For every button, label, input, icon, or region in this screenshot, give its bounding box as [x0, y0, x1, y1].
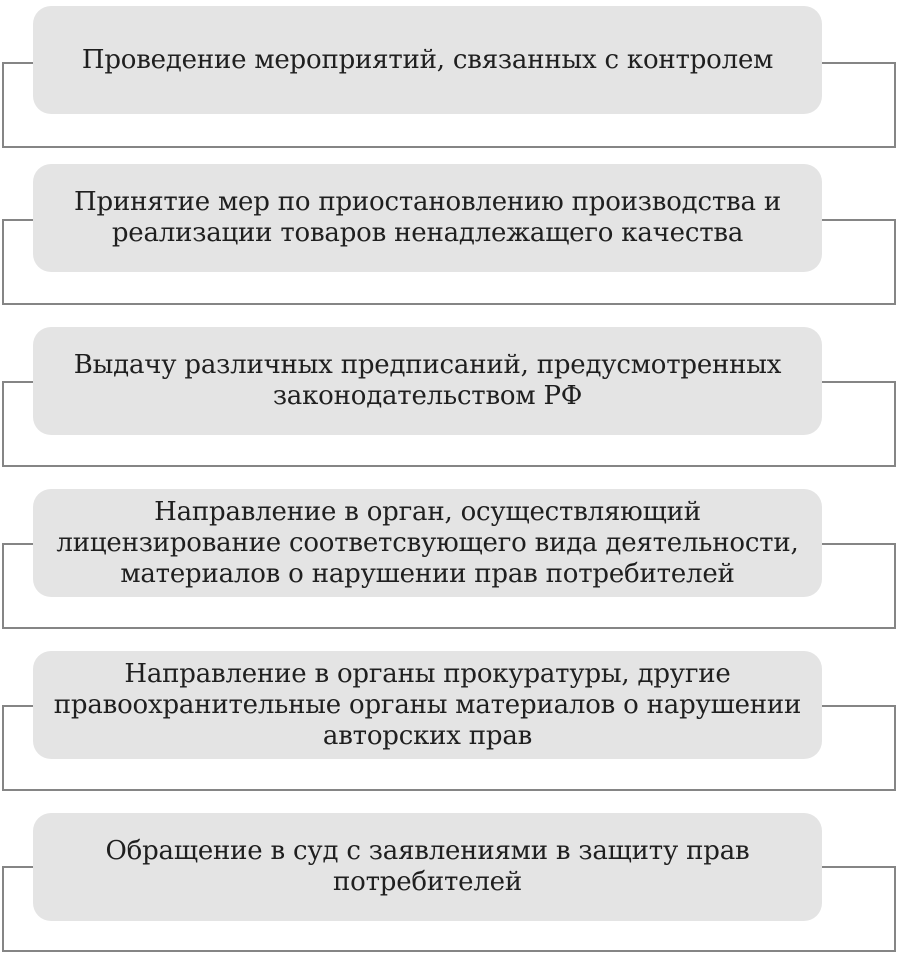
item-box-3 — [33, 327, 822, 435]
connector-stub-right — [820, 62, 896, 64]
connector-stub-right — [820, 705, 896, 707]
item-text-4: Направление в орган, осуществляющий лицензирование соответсвующего вида деятельности, материалов о нарушении прав потребителей — [56, 496, 799, 589]
connector-stub-left — [2, 62, 34, 64]
connector-stub-right — [820, 381, 896, 383]
item-box-1 — [33, 6, 822, 114]
item-text-2: Принятие мер по приостановлению производства и реализации товаров ненадлежащего качества — [74, 187, 781, 248]
item-box-4 — [33, 489, 822, 597]
item-box-2 — [33, 164, 822, 272]
connector-stub-right — [820, 866, 896, 868]
connector-stub-left — [2, 381, 34, 383]
connector-stub-right — [820, 219, 896, 221]
item-box-5 — [33, 651, 822, 759]
item-text-1: Проведение мероприятий, связанных с контролем — [81, 44, 774, 75]
connector-stub-right — [820, 543, 896, 545]
connector-stub-left — [2, 543, 34, 545]
connector-stub-left — [2, 705, 34, 707]
connector-stub-left — [2, 219, 34, 221]
item-text-6: Обращение в суд с заявлениями в защиту прав потребителей — [105, 836, 750, 897]
item-text-3: Выдачу различных предписаний, предусмотренных законодательством РФ — [73, 350, 782, 411]
connector-stub-left — [2, 866, 34, 868]
item-text-5: Направление в органы прокуратуры, другие правоохранительные органы материалов о нарушении авторских прав — [53, 658, 802, 751]
item-box-6 — [33, 813, 822, 921]
